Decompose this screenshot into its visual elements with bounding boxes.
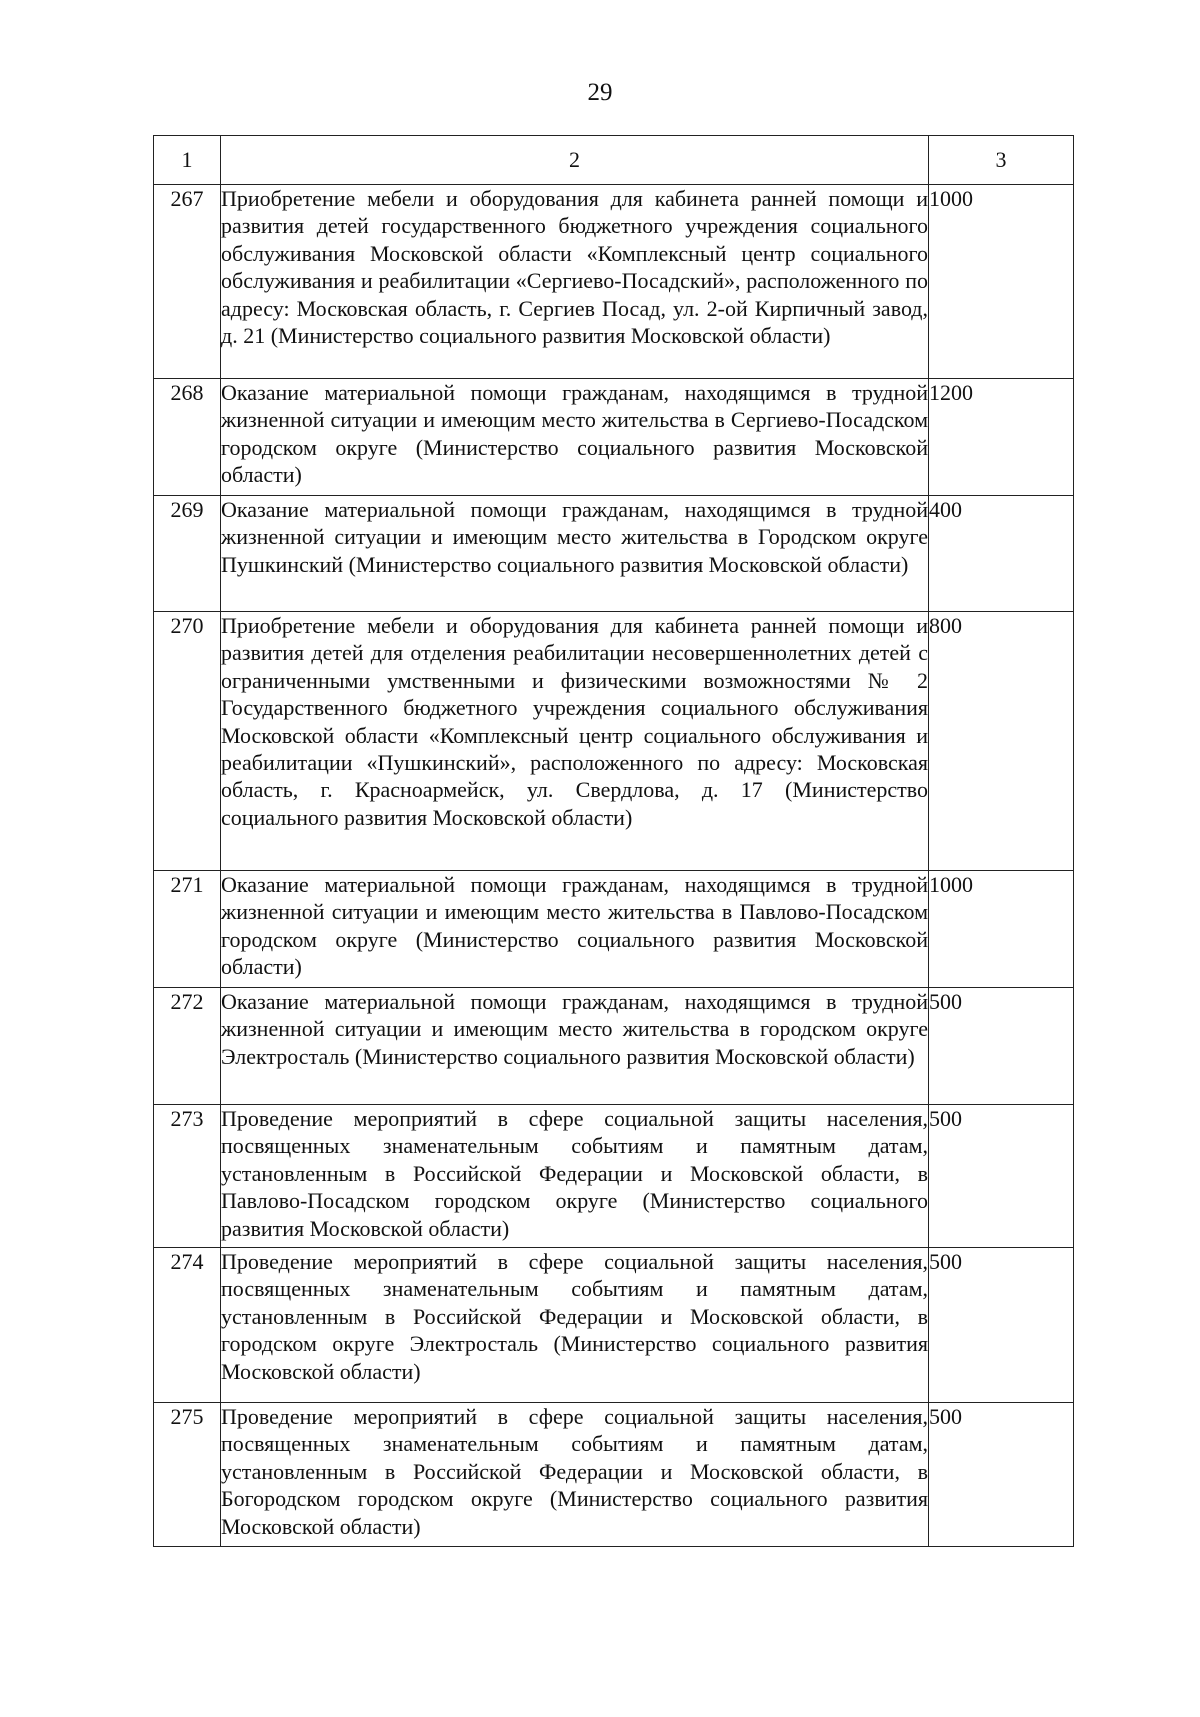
- row-description: Проведение мероприятий в сфере социальной защиты населения, посвященных знаменательным событиям и памятным датам, установленным в Российской Федерации и Московской области, в Павлово-Посадском городском округе (Министерство социального развития Московской области): [221, 1105, 929, 1248]
- table-row: [154, 1248, 1074, 1403]
- row-description: Оказание материальной помощи гражданам, находящимся в трудной жизненной ситуации и имеющим место жительства в Сергиево-Посадском городском округе (Министерство социального развития Московской области): [221, 379, 929, 496]
- table-row: [154, 988, 1074, 1105]
- page-number: 29: [587, 79, 613, 106]
- table-row: [154, 185, 1074, 379]
- row-description: Оказание материальной помощи гражданам, находящимся в трудной жизненной ситуации и имеющим место жительства в городском округе Электросталь (Министерство социального развития Московской области): [221, 988, 929, 1105]
- appropriations-table: [153, 135, 1074, 1547]
- row-amount: 1000: [929, 871, 1074, 988]
- table-row: [154, 496, 1074, 612]
- row-number: 272: [154, 988, 221, 1105]
- column-header-number: 1: [154, 136, 221, 185]
- table-row: [154, 1105, 1074, 1248]
- row-amount: 500: [929, 1248, 1074, 1403]
- row-amount: 800: [929, 612, 1074, 871]
- row-amount: 500: [929, 988, 1074, 1105]
- row-number: 270: [154, 612, 221, 871]
- row-description: Приобретение мебели и оборудования для кабинета ранней помощи и развития детей государственного бюджетного учреждения социального обслуживания Московской области «Комплексный центр социального обслуживания и реабилитации «Сергиево-Посадский», расположенного по адресу: Московская область, г. Сергиев Посад, ул. 2-ой Кирпичный завод, д. 21 (Министерство социального развития Московской области): [221, 185, 929, 379]
- row-description: Проведение мероприятий в сфере социальной защиты населения, посвященных знаменательным событиям и памятным датам, установленным в Российской Федерации и Московской области, в городском округе Электросталь (Министерство социального развития Московской области): [221, 1248, 929, 1403]
- row-number: 275: [154, 1403, 221, 1547]
- row-amount: 400: [929, 496, 1074, 612]
- column-header-description: 2: [221, 136, 929, 185]
- row-amount: 500: [929, 1403, 1074, 1547]
- table-row: [154, 1403, 1074, 1547]
- row-amount: 1000: [929, 185, 1074, 379]
- row-description: Проведение мероприятий в сфере социальной защиты населения, посвященных знаменательным событиям и памятным датам, установленным в Российской Федерации и Московской области, в Богородском городском округе (Министерство социального развития Московской области): [221, 1403, 929, 1547]
- row-number: 267: [154, 185, 221, 379]
- table-row: [154, 612, 1074, 871]
- row-amount: 1200: [929, 379, 1074, 496]
- table-row: [154, 379, 1074, 496]
- row-number: 269: [154, 496, 221, 612]
- table-header-row: [154, 136, 1074, 185]
- row-description: Оказание материальной помощи гражданам, находящимся в трудной жизненной ситуации и имеющим место жительства в Городском округе Пушкинский (Министерство социального развития Московской области): [221, 496, 929, 612]
- row-number: 273: [154, 1105, 221, 1248]
- row-description: Оказание материальной помощи гражданам, находящимся в трудной жизненной ситуации и имеющим место жительства в Павлово-Посадском городском округе (Министерство социального развития Московской области): [221, 871, 929, 988]
- row-amount: 500: [929, 1105, 1074, 1248]
- row-number: 268: [154, 379, 221, 496]
- row-number: 271: [154, 871, 221, 988]
- row-number: 274: [154, 1248, 221, 1403]
- row-description: Приобретение мебели и оборудования для кабинета ранней помощи и развития детей для отделения реабилитации несовершеннолетних детей с ограниченными умственными и физическими возможностями № 2 Государственного бюджетного учреждения социального обслуживания Московской области «Комплексный центр социального обслуживания и реабилитации «Пушкинский», расположенного по адресу: Московская область, г. Красноармейск, ул. Свердлова, д. 17 (Министерство социального развития Московской области): [221, 612, 929, 871]
- column-header-amount: 3: [929, 136, 1074, 185]
- table-row: [154, 871, 1074, 988]
